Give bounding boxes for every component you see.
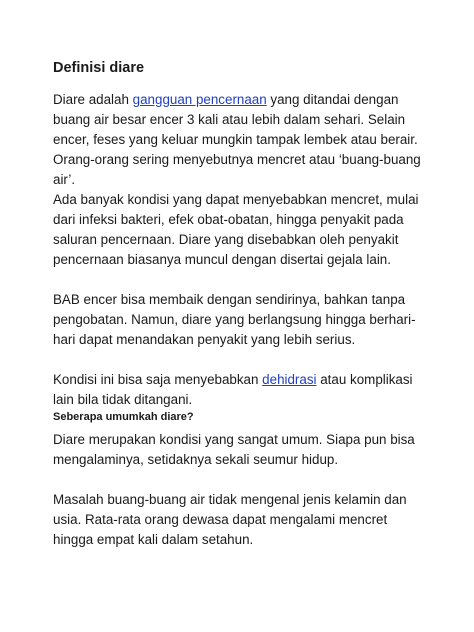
paragraph-definition — [53, 90, 423, 190]
section-subheading: Seberapa umumkah diare? — [53, 411, 194, 423]
paragraph-text: yang ditandai dengan buang air besar encer 3 kali atau lebih dalam sehari. Selain encer, feses yang keluar mungkin tampak lembek atau berair. Orang-orang sering menyebutnya mencret atau ‘buang-buang air’. — [53, 92, 421, 187]
paragraph-text: atau komplikasi lain bila tidak ditangani. — [53, 372, 413, 407]
spacer — [53, 350, 423, 370]
document-page — [53, 58, 423, 550]
link-gangguan-pencernaan[interactable]: gangguan pencernaan — [132, 92, 267, 107]
paragraph-causes: Ada banyak kondisi yang dapat menyebabkan mencret, mulai dari infeksi bakteri, efek obat-obatan, hingga penyakit pada saluran pencernaan. Diare yang disebabkan oleh penyakit pencernaan biasanya muncul dengan disertai gejala lain. — [53, 192, 419, 267]
paragraph-recovery: BAB encer bisa membaik dengan sendirinya, bahkan tanpa pengobatan. Namun, diare yang berlangsung hingga berhari-hari dapat menandakan penyakit yang lebih serius. — [53, 292, 416, 347]
paragraph-demographics: Masalah buang-buang air tidak mengenal jenis kelamin dan usia. Rata-rata orang dewasa dapat mengalami mencret hingga empat kali dalam setahun. — [53, 492, 407, 547]
link-dehidrasi[interactable]: dehidrasi — [262, 372, 317, 387]
paragraph-text: Diare adalah — [53, 92, 133, 107]
page-title: Definisi diare — [53, 60, 145, 76]
paragraph-complications — [53, 370, 423, 410]
paragraph-prevalence: Diare merupakan kondisi yang sangat umum. Siapa pun bisa mengalaminya, setidaknya sekali seumur hidup. — [53, 432, 415, 467]
spacer — [53, 270, 423, 290]
paragraph-text: Kondisi ini bisa saja menyebabkan — [53, 372, 263, 387]
spacer — [53, 470, 423, 490]
